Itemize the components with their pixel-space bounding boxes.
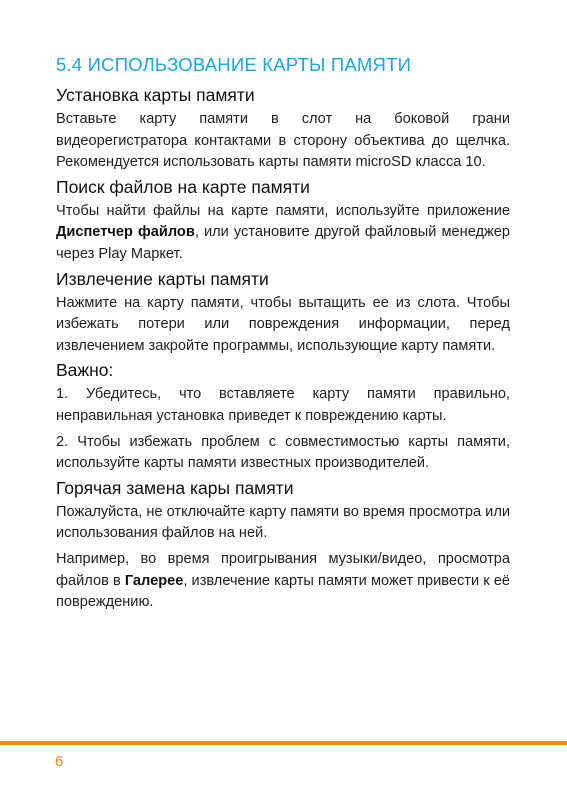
heading-important: Важно: xyxy=(56,360,114,381)
search-text-after: , или установите другой файловый менеджер через Play Маркет. xyxy=(56,224,511,262)
heading-eject: Извлечение карты памяти xyxy=(56,268,269,289)
heading-hotswap: Горячая замена кары памяти xyxy=(56,477,294,498)
footer-divider xyxy=(0,741,567,745)
section-title: 5.4 ИСПОЛЬЗОВАНИЕ КАРТЫ ПАМЯТИ xyxy=(56,54,412,75)
paragraph-eject: Нажмите на карту памяти, чтобы вытащить ее из слота. Чтобы избежать потери или повреждения информации, перед извлечением закройте программы, использующие карту памяти. xyxy=(56,294,510,354)
paragraph-hotswap-2 xyxy=(56,549,510,614)
hotswap-text-after: , извлечение карты памяти может привести к её повреждению. xyxy=(56,572,511,611)
paragraph-hotswap-1: Пожалуйста, не отключайте карту памяти во время просмотра или использования файлов на ней. xyxy=(56,503,510,542)
page-content xyxy=(56,54,510,616)
gallery-app-name: Галерее xyxy=(124,572,184,589)
page-number: 6 xyxy=(55,753,64,770)
heading-search: Поиск файлов на карте памяти xyxy=(56,176,310,197)
hotswap-text-before: Например, во время проигрывания музыки/видео, просмотра файлов в xyxy=(56,550,510,589)
search-text-before: Чтобы найти файлы на карте памяти, используйте приложение xyxy=(56,202,510,219)
important-item-2: 2. Чтобы избежать проблем с совместимостью карты памяти, используйте карты памяти известных производителей. xyxy=(56,433,510,472)
file-manager-app-name: Диспетчер файлов xyxy=(56,224,195,241)
paragraph-install: Вставьте карту памяти в слот на боковой грани видеорегистратора контактами в сторону объектива до щелчка. Рекомендуется использовать карты памяти microSD класса 10. xyxy=(56,111,510,171)
paragraph-search xyxy=(56,201,510,266)
heading-install: Установка карты памяти xyxy=(56,85,255,105)
important-item-1: 1. Убедитесь, что вставляете карту памяти правильно, неправильная установка приведет к повреждению карты. xyxy=(56,386,510,424)
